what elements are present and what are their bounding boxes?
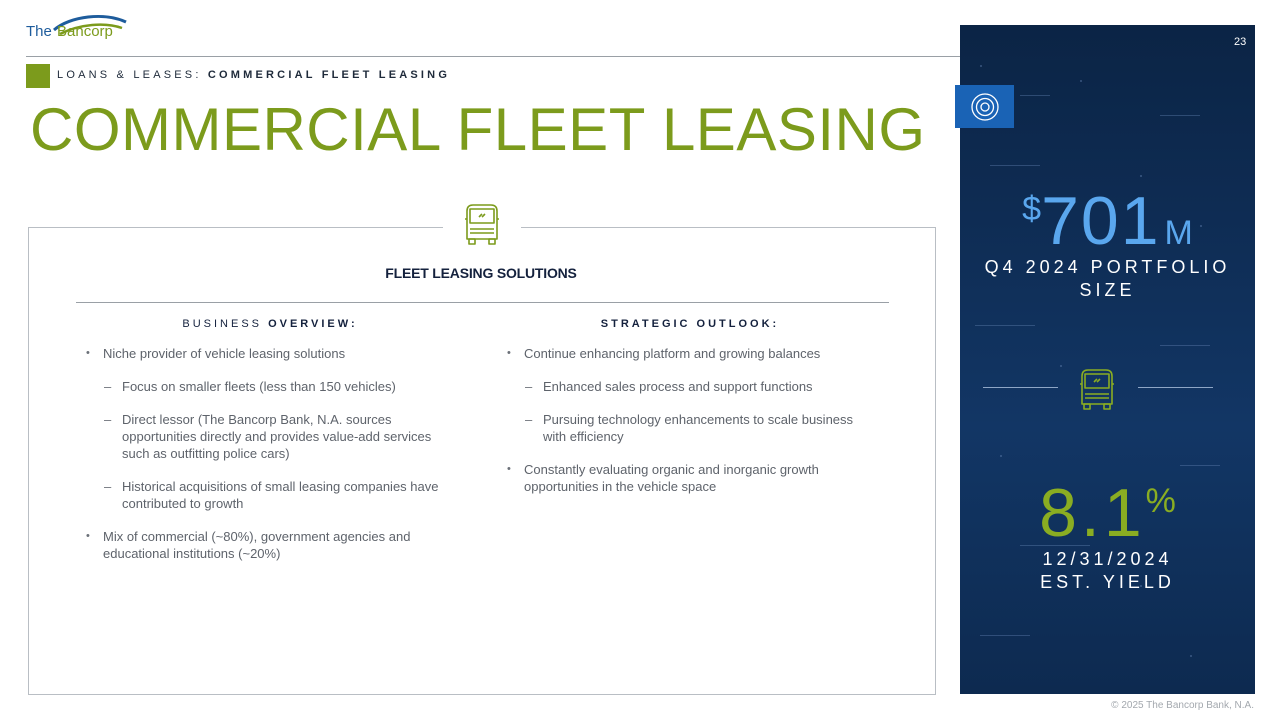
currency-symbol: $ [1022,190,1042,228]
page-number: 23 [1234,36,1247,48]
list-subitem: – Direct lessor (The Bancorp Bank, N.A. sources opportunities directly and provides value-add services such as outfitting police cars) [86,411,456,462]
business-overview-title [90,318,450,330]
van-icon [1072,364,1122,419]
portfolio-size-label-line2: SIZE [1079,280,1136,300]
yield-label [960,548,1255,594]
list-item: • Mix of commercial (~80%), government agencies and educational institutions (~20%) [86,528,456,562]
section-marker-square [26,64,50,88]
portfolio-size-label-line1: Q4 2024 PORTFOLIO [984,257,1231,277]
business-overview-list [86,345,456,578]
logo-word-bancorp: Bancorp [57,23,113,40]
target-icon [955,85,1014,128]
portfolio-size-label [960,256,1255,302]
van-icon [443,196,521,252]
list-subitem: – Focus on smaller fleets (less than 150 vehicles) [86,378,456,395]
card-divider [76,302,889,303]
list-item: • Niche provider of vehicle leasing solutions [86,345,456,362]
list-subitem: – Enhanced sales process and support functions [507,378,877,395]
strategic-outlook-title [510,318,870,330]
panel-divider-left [983,387,1058,388]
outlook-title-text: STRATEGIC OUTLOOK: [600,318,780,330]
list-subitem: – Pursuing technology enhancements to scale business with efficiency [507,411,877,445]
list-subitem: – Historical acquisitions of small leasing companies have contributed to growth [86,478,456,512]
copyright-notice: © 2025 The Bancorp Bank, N.A. [1111,700,1254,711]
yield-number: 8.1 [1039,475,1146,551]
panel-divider-right [1138,387,1213,388]
portfolio-size-value [960,182,1255,260]
bancorp-logo [26,14,136,54]
strategic-outlook-list [507,345,877,511]
list-item: • Continue enhancing platform and growing balances [507,345,877,362]
yield-value [960,474,1255,552]
yield-label-line1: 12/31/2024 [1042,549,1173,569]
page-title: COMMERCIAL FLEET LEASING [30,96,926,163]
section-breadcrumb [57,69,450,81]
list-item: • Constantly evaluating organic and inorganic growth opportunities in the vehicle space [507,461,877,495]
overview-title-prefix: BUSINESS [182,318,262,330]
yield-percent-sign: % [1145,482,1176,520]
yield-label-line2: EST. YIELD [1040,572,1175,592]
section-prefix: LOANS & LEASES: [57,69,202,81]
portfolio-size-number: 701 [1041,183,1161,259]
section-name: COMMERCIAL FLEET LEASING [207,69,451,81]
portfolio-size-unit: M [1164,214,1193,252]
overview-title-bold: OVERVIEW: [268,318,358,330]
logo-word-the: The [26,23,52,40]
card-heading: FLEET LEASING SOLUTIONS [385,265,577,281]
